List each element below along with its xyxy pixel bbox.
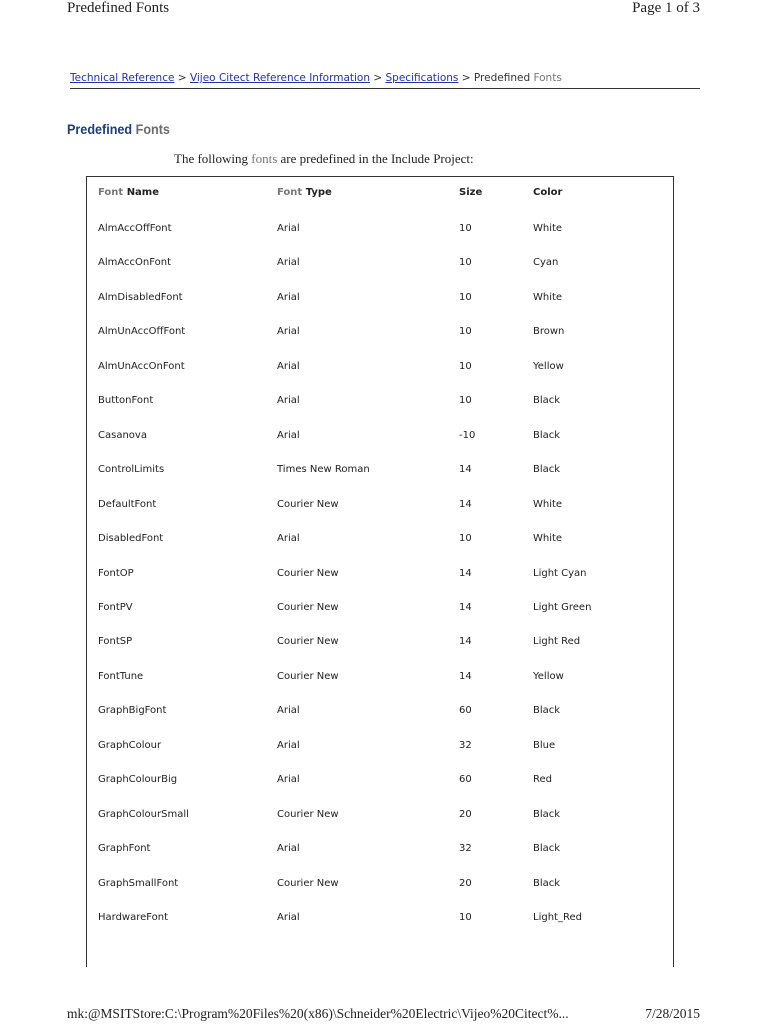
cell-font-name: GraphBigFont	[98, 705, 167, 717]
header-color: Color	[533, 187, 563, 198]
cell-font-name: GraphColourBig	[98, 774, 178, 786]
breadcrumb-separator: >	[373, 72, 383, 84]
cell-font-type: Arial	[277, 533, 300, 545]
cell-font-type: Courier New	[277, 636, 339, 648]
cell-font-name: DefaultFont	[98, 498, 157, 510]
cell-color: Red	[533, 774, 552, 786]
cell-font-type: Courier New	[277, 670, 339, 682]
header-font-name-a: Font	[98, 187, 124, 198]
cell-font-name: GraphSmallFont	[98, 877, 179, 889]
cell-font-type: Arial	[277, 360, 300, 372]
header-size: Size	[459, 187, 483, 198]
intro-after: are predefined in the Include Project:	[277, 151, 474, 166]
intro-highlight: fonts	[251, 151, 278, 166]
section-title-highlight: Fonts	[135, 121, 170, 137]
cell-size: 14	[459, 601, 472, 613]
cell-color: Black	[533, 395, 561, 407]
cell-font-type: Times New Roman	[277, 464, 370, 476]
cell-font-name: GraphColourSmall	[98, 808, 189, 820]
cell-size: 10	[459, 257, 472, 269]
cell-color: Brown	[533, 326, 565, 338]
section-title	[67, 121, 170, 137]
cell-size: 32	[459, 739, 472, 751]
intro-before: The following	[174, 151, 252, 166]
cell-font-type: Arial	[277, 223, 300, 234]
footer-path: mk:@MSITStore:C:\Program%20Files%20(x86)\Schneider%20Electric\Vijeo%20Citect%...	[67, 1006, 569, 1021]
cell-color: Yellow	[533, 360, 564, 372]
cell-font-name: ButtonFont	[98, 395, 154, 407]
cell-color: White	[533, 223, 563, 234]
cell-color: Cyan	[533, 257, 559, 269]
cell-font-type: Arial	[277, 326, 300, 338]
cell-font-type: Arial	[277, 257, 300, 269]
cell-size: 14	[459, 567, 472, 579]
cell-font-type: Arial	[277, 843, 300, 855]
cell-font-type: Arial	[277, 429, 300, 441]
cell-size: 10	[459, 223, 472, 234]
cell-size: 10	[459, 326, 472, 338]
cell-font-name: AlmUnAccOnFont	[98, 360, 185, 372]
breadcrumb-separator: >	[177, 72, 187, 84]
breadcrumb-current	[474, 72, 562, 84]
cell-size: 32	[459, 843, 472, 855]
header-font-type	[277, 187, 332, 198]
cell-font-type: Courier New	[277, 808, 339, 820]
breadcrumb-link-specifications[interactable]: Specifications	[385, 72, 459, 84]
cell-font-name: FontTune	[98, 670, 144, 682]
cell-font-name: AlmUnAccOffFont	[98, 326, 186, 338]
cell-size: -10	[459, 429, 476, 441]
cell-font-name: Casanova	[98, 429, 147, 441]
cell-color: Black	[533, 429, 561, 441]
header-font-type-a: Font	[277, 187, 303, 198]
cell-font-name: FontSP	[98, 636, 133, 648]
cell-size: 10	[459, 533, 472, 545]
cell-color: Yellow	[533, 670, 564, 682]
cell-font-name: AlmAccOffFont	[98, 223, 172, 234]
cell-color: Black	[533, 843, 561, 855]
cell-font-type: Arial	[277, 774, 300, 786]
cell-color: White	[533, 498, 563, 510]
breadcrumb-separator: >	[461, 72, 471, 84]
cell-size: 10	[459, 360, 472, 372]
cell-font-type: Arial	[277, 291, 300, 303]
cell-size: 60	[459, 705, 472, 717]
cell-color: Black	[533, 877, 561, 889]
cell-font-type: Courier New	[277, 601, 339, 613]
cell-font-name: HardwareFont	[98, 912, 169, 923]
cell-size: 14	[459, 498, 472, 510]
header-font-name-b: Name	[126, 187, 160, 198]
breadcrumb-current-word: Predefined	[473, 72, 531, 84]
cell-size: 10	[459, 912, 472, 923]
breadcrumb	[70, 72, 700, 89]
breadcrumb-current-highlight: Fonts	[533, 72, 562, 84]
cell-color: Black	[533, 808, 561, 820]
cell-color: Blue	[533, 739, 556, 751]
cell-color: Light_Red	[533, 912, 582, 923]
page-header-title: Predefined Fonts	[67, 0, 170, 16]
cell-color: Light Red	[533, 636, 581, 648]
cell-font-name: DisabledFont	[98, 533, 164, 545]
header-font-type-b: Type	[305, 187, 332, 198]
cell-font-type: Arial	[277, 739, 300, 751]
cell-font-name: AlmAccOnFont	[98, 257, 172, 269]
cell-font-type: Courier New	[277, 877, 339, 889]
intro-text	[174, 151, 474, 167]
cell-size: 14	[459, 464, 472, 476]
cell-size: 10	[459, 291, 472, 303]
cell-size: 10	[459, 395, 472, 407]
cell-font-type: Courier New	[277, 498, 339, 510]
cell-color: White	[533, 291, 563, 303]
breadcrumb-link-reference-information[interactable]: Vijeo Citect Reference Information	[189, 72, 370, 84]
section-title-word: Predefined	[67, 121, 133, 137]
cell-size: 14	[459, 636, 472, 648]
cell-color: Black	[533, 705, 561, 717]
cell-color: White	[533, 533, 563, 545]
cell-font-name: FontOP	[98, 567, 134, 579]
cell-font-type: Arial	[277, 395, 300, 407]
cell-color: Light Green	[533, 601, 592, 613]
cell-size: 20	[459, 808, 472, 820]
cell-font-name: FontPV	[98, 601, 133, 613]
cell-font-type: Arial	[277, 705, 300, 717]
cell-font-name: GraphColour	[98, 739, 162, 751]
cell-font-type: Arial	[277, 912, 300, 923]
page-indicator: Page 1 of 3	[632, 0, 700, 16]
cell-color: Light Cyan	[533, 567, 587, 579]
breadcrumb-link-technical-reference[interactable]: Technical Reference	[70, 72, 175, 84]
cell-color: Black	[533, 464, 561, 476]
cell-size: 60	[459, 774, 472, 786]
footer-date: 7/28/2015	[645, 1006, 700, 1021]
cell-size: 14	[459, 670, 472, 682]
cell-font-name: ControlLimits	[98, 464, 165, 476]
cell-font-type: Courier New	[277, 567, 339, 579]
cell-font-name: AlmDisabledFont	[98, 291, 183, 303]
fonts-table	[86, 176, 674, 967]
cell-size: 20	[459, 877, 472, 889]
header-font-name	[98, 187, 159, 198]
cell-font-name: GraphFont	[98, 843, 151, 855]
